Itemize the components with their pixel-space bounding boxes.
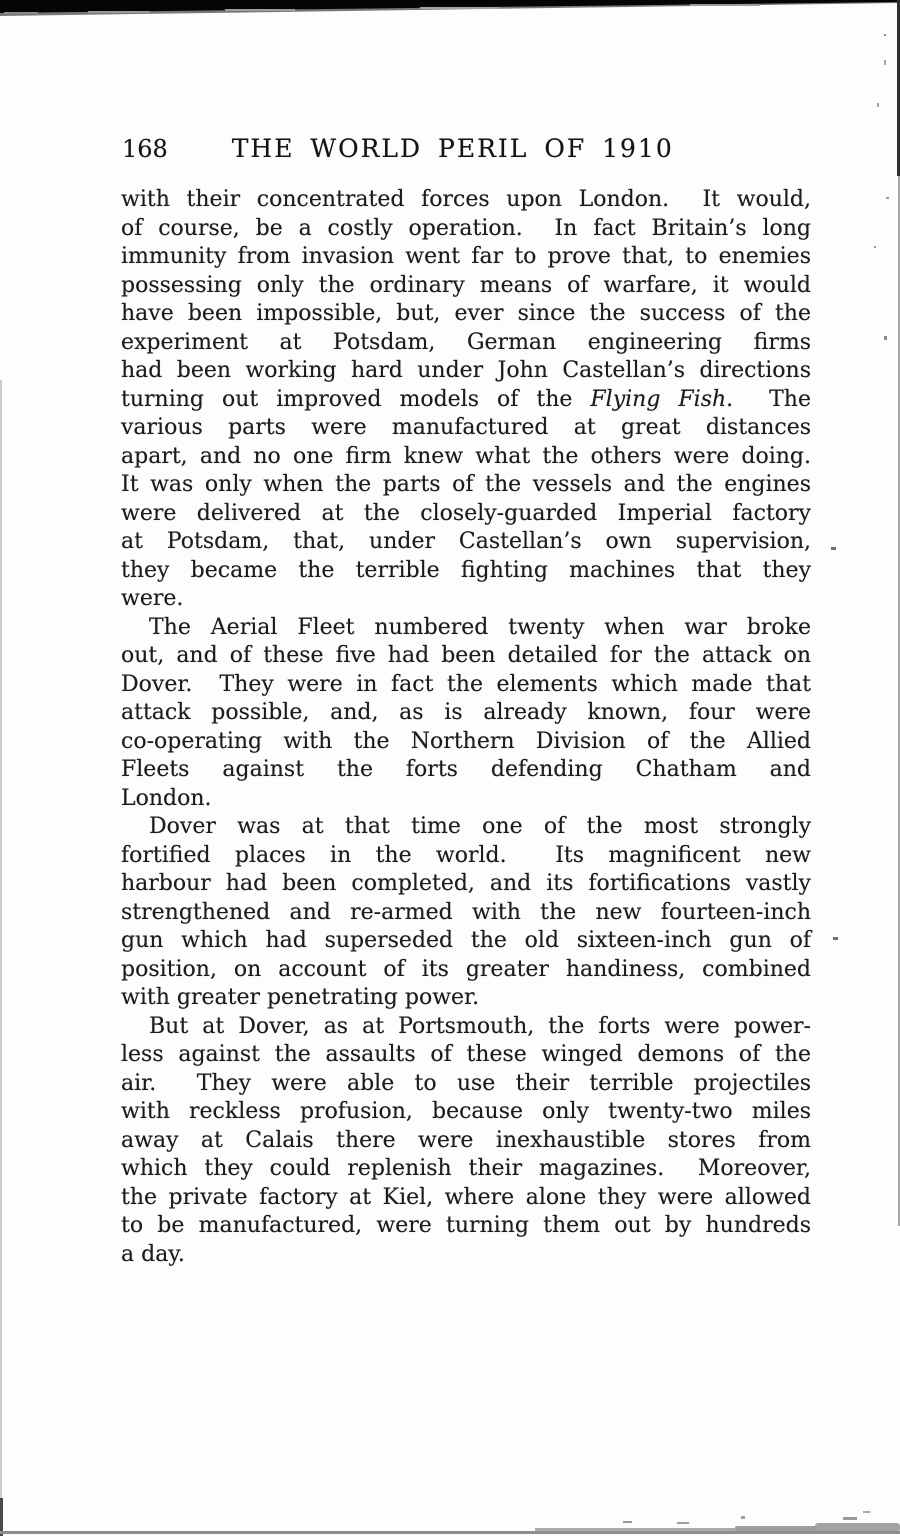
scan-speck (833, 937, 838, 940)
text-line: immunity from invasion went far to prove that, to enemies (121, 244, 811, 269)
scan-speck (623, 1521, 632, 1523)
scan-speck (884, 34, 886, 36)
text-line: with their concentrated forces upon London. It would, (121, 187, 811, 212)
scan-blob (535, 1528, 745, 1531)
scan-speck (863, 1511, 870, 1513)
text-line: the private factory at Kiel, where alone they were allowed (121, 1184, 811, 1210)
scan-speck (843, 1517, 857, 1520)
text-line: attack possible, and, as is already known, four were (121, 700, 811, 725)
text-line: apart, and no one firm knew what the others were doing. (121, 443, 811, 469)
text-line: fortified places in the world. Its magnificent new (121, 842, 811, 868)
text-line: which they could replenish their magazines. Moreover, (121, 1156, 811, 1181)
text-line: less against the assaults of these winged demons of the (121, 1042, 811, 1067)
text-line: gun which had superseded the old sixteen-inch gun of (121, 928, 811, 953)
page-header (121, 132, 811, 168)
text-line: Dover. They were in fact the elements which made that (121, 671, 811, 697)
text-line: with reckless profusion, because only twenty-two miles (121, 1099, 811, 1124)
text-line: possessing only the ordinary means of warfare, it would (121, 272, 811, 298)
scan-blob (815, 1523, 900, 1531)
text-block (121, 186, 811, 1269)
scan-speck (741, 1516, 745, 1519)
scan-speck (886, 197, 889, 199)
text-line: out, and of these five had been detailed for the attack on (121, 643, 811, 668)
text-line: were. (121, 586, 184, 611)
scan-speck (884, 336, 887, 340)
text-line: at Potsdam, that, under Castellan’s own supervision, (121, 529, 811, 554)
text-line: of course, be a costly operation. In fact Britain’s long (121, 215, 811, 241)
text-line: harbour had been completed, and its fortifications vastly (121, 871, 811, 896)
scan-speck (420, 7, 500, 9)
text-line: have been impossible, but, ever since the success of the (121, 301, 811, 326)
page-number: 168 (122, 135, 168, 163)
text-line: London. (121, 785, 212, 811)
text-line: turning out improved models of the Flying Fish. The (121, 386, 811, 412)
text-line: were delivered at the closely-guarded Imperial factory (121, 500, 811, 526)
text-line: had been working hard under John Castellan’s directions (121, 358, 811, 383)
scan-speck (690, 4, 760, 6)
text-line: position, on account of its greater handiness, combined (121, 956, 811, 982)
scan-speck (874, 246, 876, 248)
text-line: experiment at Potsdam, German engineering firms (121, 329, 811, 355)
scan-edge-bottom (0, 1531, 900, 1534)
text-line: co-operating with the Northern Division of the Allied (121, 728, 811, 754)
scan-speck (677, 1522, 689, 1524)
text-line: The Aerial Fleet numbered twenty when war broke (149, 614, 811, 640)
scan-speck (831, 547, 836, 550)
text-line: Dover was at that time one of the most strongly (149, 814, 811, 839)
text-line: they became the terrible fighting machines that they (121, 557, 811, 583)
scan-speck (225, 9, 295, 11)
scan-speck (884, 60, 886, 65)
text-line: Fleets against the forts defending Chatham and (121, 757, 811, 782)
running-title: THE WORLD PERIL OF 1910 (231, 134, 674, 163)
text-line: away at Calais there were inexhaustible stores from (121, 1127, 811, 1153)
scan-speck (877, 103, 879, 107)
text-line: various parts were manufactured at great distances (121, 415, 811, 440)
text-line: It was only when the parts of the vessels and the engines (121, 472, 811, 497)
scan-edge-left-faint (0, 380, 2, 1498)
text-line: But at Dover, as at Portsmouth, the forts were power- (149, 1013, 811, 1039)
text-line: a day. (121, 1241, 185, 1267)
text-line: with greater penetrating power. (121, 985, 480, 1010)
text-line: strengthened and re-armed with the new fourteen-inch (121, 899, 811, 925)
scan-speck (4, 12, 38, 14)
text-line: to be manufactured, were turning them out by hundreds (121, 1213, 811, 1238)
scan-speck (88, 11, 150, 13)
text-line: air. They were able to use their terrible projectiles (121, 1070, 811, 1096)
